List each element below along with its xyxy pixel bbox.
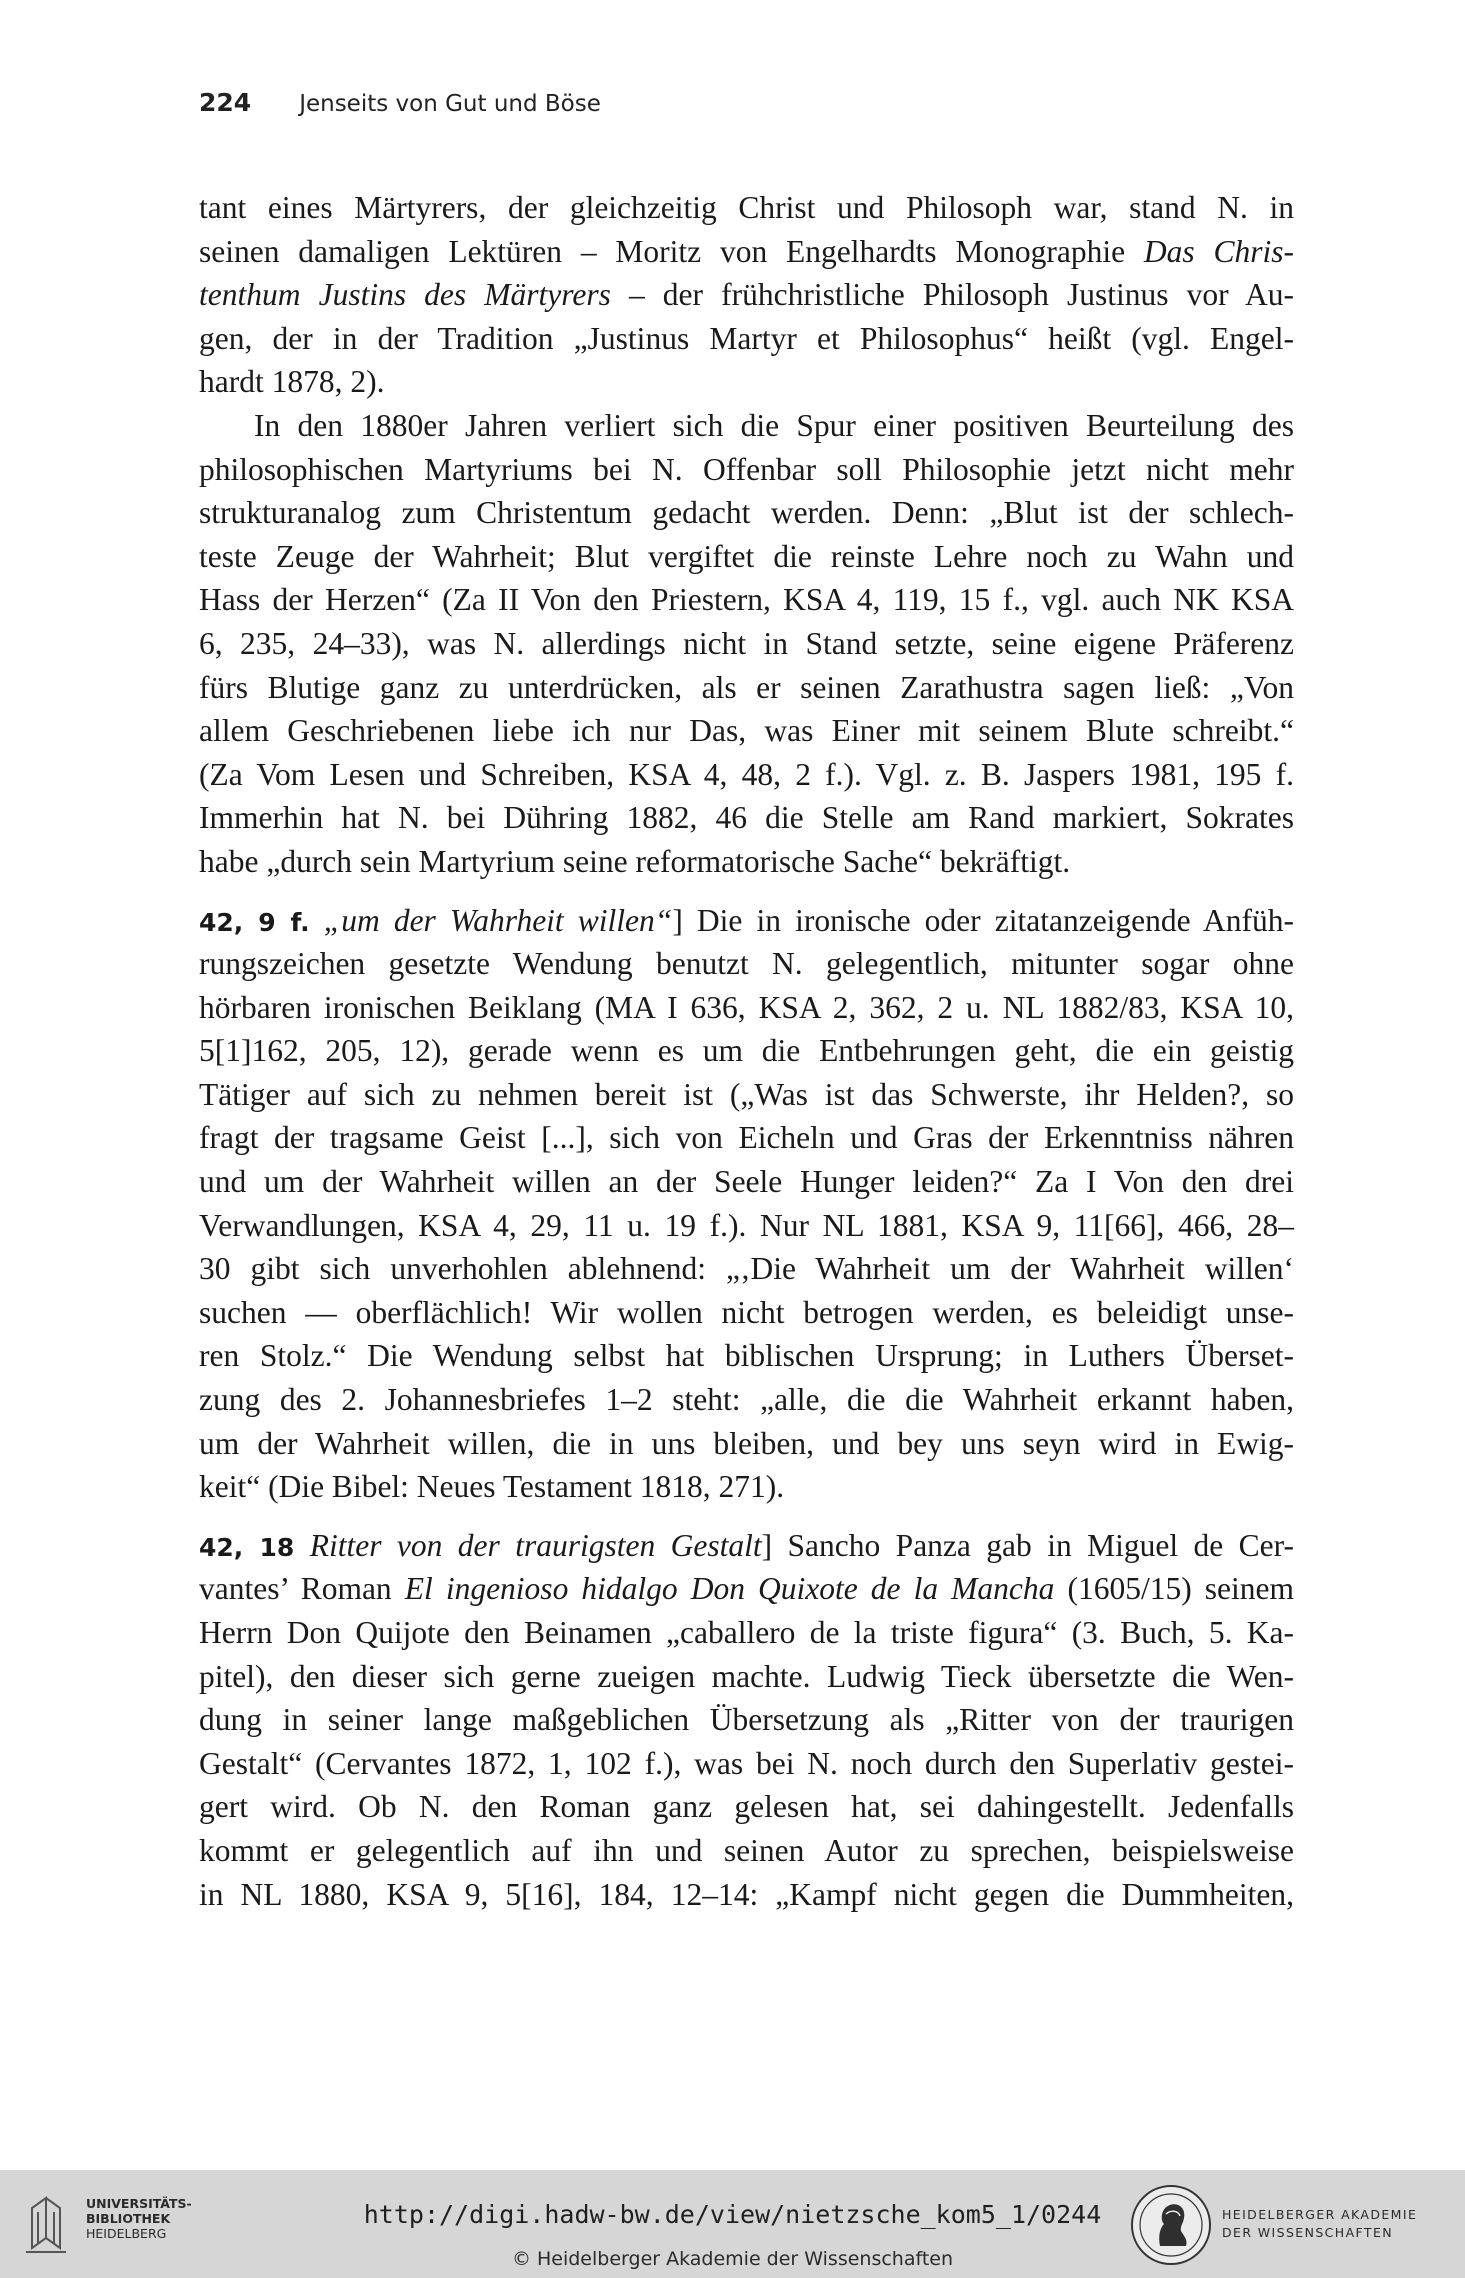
text-line: suchen — oberflächlich! Wir wollen nicht betrogen werden, es beleidigt unse- (199, 1294, 1294, 1330)
university-library-name: UNIVERSITÄTS- BIBLIOTHEK HEIDELBERG (86, 2196, 192, 2241)
text-line: Gestalt“ (Cervantes 1872, 1, 102 f.), was bei N. noch durch den Superlativ gestei- (199, 1745, 1294, 1781)
text-line: Herrn Don Quijote den Beinamen „caballero de la triste figura“ (3. Buch, 5. Ka- (199, 1615, 1294, 1650)
page-header (199, 88, 601, 128)
text-line: 6, 235, 24–33), was N. allerdings nicht in Stand setzte, seine eigene Präferenz (199, 625, 1294, 661)
footer-bar (0, 2170, 1465, 2278)
text-line: Verwandlungen, KSA 4, 29, 11 u. 19 f.). Nur NL 1881, KSA 9, 11[66], 466, 28– (199, 1207, 1294, 1243)
text-line: tenthum Justins des Märtyrers – der frühchristliche Philosoph Justinus vor Au- (199, 277, 1294, 313)
source-url-link[interactable]: http://digi.hadw-bw.de/view/nietzsche_kom5_1/0244 (363, 2200, 1102, 2229)
text-line: in NL 1880, KSA 9, 5[16], 184, 12–14: „Kampf nicht gegen die Dummheiten, (199, 1876, 1294, 1912)
text-line: 30 gibt sich unverhohlen ablehnend: „‚Die Wahrheit um der Wahrheit willen‘ (199, 1251, 1294, 1287)
running-title: Jenseits von Gut und Böse (299, 91, 601, 117)
body-text (199, 186, 1294, 1916)
text-line: habe „durch sein Martyrium seine reformatorische Sache“ bekräftigt. (199, 843, 1071, 879)
lemma: Ritter von der traurigsten Gestalt (309, 1527, 762, 1563)
text-line: dung in seiner lange maßgeblichen Übersetzung als „Ritter von der traurigen (199, 1702, 1294, 1738)
text-line: und um der Wahrheit willen an der Seele Hunger leiden?“ Za I Von den drei (199, 1164, 1294, 1200)
text-line: fürs Blutige ganz zu unterdrücken, als er seinen Zarathustra sagen ließ: „Von (199, 669, 1294, 705)
text-line: Tätiger auf sich zu nehmen bereit ist („Was ist das Schwerste, ihr Helden?, so (199, 1076, 1294, 1112)
text-line: kommt er gelegentlich auf ihn und seinen Autor zu sprechen, beispielsweise (199, 1832, 1294, 1868)
paragraph-gap (199, 884, 1294, 899)
paragraph-gap (199, 1509, 1294, 1524)
text-line: um der Wahrheit willen, die in uns bleiben, und bey uns seyn wird in Ewig- (199, 1425, 1294, 1461)
text-line: tant eines Märtyrers, der gleichzeitig Christ und Philosoph war, stand N. in (199, 190, 1294, 225)
page-number: 224 (199, 88, 252, 117)
commentary-entry-2: 42, 18 Ritter von der traurigsten Gestalt] Sancho Panza gab in Miguel de Cer- (199, 1527, 1295, 1563)
text-line: hardt 1878, 2). (199, 364, 385, 400)
text-line: ren Stolz.“ Die Wendung selbst hat biblischen Ursprung; in Luthers Überset- (199, 1338, 1294, 1374)
academy-name: HEIDELBERGER AKADEMIE DER WISSENSCHAFTEN (1222, 2207, 1418, 2240)
text-line: philosophischen Martyriums bei N. Offenbar soll Philosophie jetzt nicht mehr (199, 451, 1294, 487)
text-line: gen, der in der Tradition „Justinus Martyr et Philosophus“ heißt (vgl. Engel- (199, 320, 1294, 356)
line-reference: 42, 18 (199, 1532, 295, 1562)
copyright-notice: © Heidelberger Akademie der Wissenschaften (511, 2248, 954, 2270)
text-line: rungszeichen gesetzte Wendung benutzt N. gelegentlich, mitunter sogar ohne (199, 946, 1294, 982)
text-line: hörbaren ironischen Beiklang (MA I 636, KSA 2, 362, 2 u. NL 1882/83, KSA 10, (199, 989, 1294, 1025)
academy-seal-icon (1130, 2184, 1212, 2266)
text-line: fragt der tragsame Geist [...], sich von Eicheln und Gras der Erkenntniss nähren (199, 1120, 1294, 1156)
text-line: gert wird. Ob N. den Roman ganz gelesen hat, sei dahingestellt. Jedenfalls (199, 1789, 1294, 1825)
text-line: vantes’ Roman El ingenioso hidalgo Don Quixote de la Mancha (1605/15) seinem (199, 1571, 1294, 1607)
text-line: In den 1880er Jahren verliert sich die Spur einer positiven Beurteilung des (254, 407, 1294, 443)
text-line: seinen damaligen Lektüren – Moritz von Engelhardts Monographie Das Chris- (199, 233, 1294, 269)
text-line: teste Zeuge der Wahrheit; Blut vergiftet die reinste Lehre noch zu Wahn und (199, 538, 1294, 574)
text-line: 5[1]162, 205, 12), gerade wenn es um die Entbehrungen geht, die ein geistig (199, 1033, 1294, 1069)
text-line: strukturanalog zum Christentum gedacht werden. Denn: „Blut ist der schlech- (199, 495, 1294, 531)
text-line: keit“ (Die Bibel: Neues Testament 1818, 271). (199, 1469, 785, 1505)
text-line: Immerhin hat N. bei Dühring 1882, 46 die Stelle am Rand markiert, Sokrates (199, 800, 1294, 836)
line-reference: 42, 9 f. (199, 907, 310, 937)
text-line: Hass der Herzen“ (Za II Von den Priestern, KSA 4, 119, 15 f., vgl. auch NK KSA (199, 582, 1294, 618)
text-line: (Za Vom Lesen und Schreiben, KSA 4, 48, 2 f.). Vgl. z. B. Jaspers 1981, 195 f. (199, 756, 1294, 792)
text-line: pitel), den dieser sich gerne zueigen machte. Ludwig Tieck übersetzte die Wen- (199, 1658, 1294, 1694)
commentary-entry-1: 42, 9 f. „um der Wahrheit willen“] Die in ironische oder zitatanzeigende Anfüh- (199, 902, 1294, 938)
text-line: zung des 2. Johannesbriefes 1–2 steht: „alle, die die Wahrheit erkannt haben, (199, 1382, 1294, 1418)
lemma: „um der Wahrheit willen“ (323, 902, 673, 938)
text-line: allem Geschriebenen liebe ich nur Das, was Einer mit seinem Blute schreibt.“ (199, 713, 1294, 749)
